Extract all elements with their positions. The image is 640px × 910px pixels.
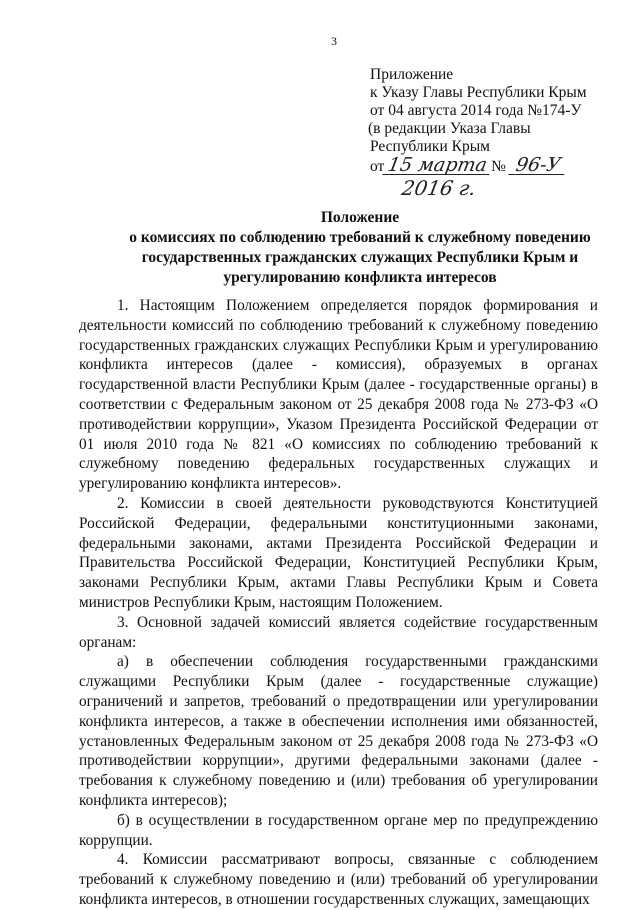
- amendment-reference: [370, 156, 587, 178]
- number-sign: №: [491, 158, 506, 175]
- paragraph-3: 3. Основной задачей комиссий является содействие государственным органам:: [79, 613, 598, 651]
- title-line: Положение: [320, 209, 400, 226]
- title-line: о комиссиях по соблюдению требований к служебному поведению: [129, 229, 591, 246]
- paragraph-2: 2. Комиссии в своей деятельности руководствуются Конституцией Российской Федерации, федеральными конституционными законами, федеральными законами, актами Президента Российской Федерации и Правительства Российской Федерации, Конституцией Республики Крым, законами Республики Крым, актами Главы Республики Крым и Совета министров Республики Крым, настоящим Положением.: [79, 494, 598, 611]
- paragraph-4: 4. Комиссии рассматривают вопросы, связанные с соблюдением требований к служебному поведению и (или) требований об урегулировании конфликта интересов, в отношении государственных служащих, замещающих: [79, 851, 598, 908]
- appendix-line: (в редакции Указа Главы: [368, 120, 531, 137]
- handwritten-date: 15 марта: [383, 156, 493, 175]
- appendix-line: от 04 августа 2014 года №174-У: [370, 102, 582, 119]
- handwritten-year: 2016 г.: [399, 176, 478, 200]
- document-title: [80, 208, 640, 288]
- appendix-header: [370, 66, 587, 178]
- appendix-line: к Указу Главы Республики Крым: [370, 84, 587, 101]
- paragraph-1: 1. Настоящим Положением определяется порядок формирования и деятельности комиссий по соблюдению требований к служебному поведению государственных гражданских служащих Республики Крым и урегулированию конфликта интересов (далее - комиссия), образуемых в органах государственной власти Республики Крым (далее - государственные органы) в соответствии с Федеральным законом от 25 декабря 2008 года № 273-ФЗ «О противодействии коррупции», Указом Президента Российской Федерации от 01 июля 2010 года № 821 «О комиссиях по соблюдению требований к служебному поведению федеральных государственных служащих и урегулированию конфликта интересов».: [79, 297, 598, 493]
- title-line: урегулированию конфликта интересов: [223, 269, 497, 286]
- appendix-line: Приложение: [370, 66, 454, 83]
- page-number: 3: [331, 34, 337, 48]
- document-body: [79, 296, 598, 910]
- appendix-line: Республики Крым: [370, 138, 490, 155]
- amendment-prefix: от: [370, 158, 385, 175]
- paragraph-3a: а) в обеспечении соблюдения государственными гражданскими служащими Республики Крым (далее - государственные служащие) ограничений и запретов, требований о предотвращении или урегулировании конфликта интересов, а также в обеспечении исполнения ими обязанностей, установленных Федеральным законом от 25 декабря 2008 года № 273-ФЗ «О противодействии коррупции», другими федеральными законами (далее - требования к служебному поведению и (или) требования об урегулировании конфликта интересов);: [79, 653, 598, 809]
- title-line: государственных гражданских служащих Республики Крым и: [141, 249, 579, 266]
- handwritten-number: 96-У: [508, 156, 568, 175]
- paragraph-3b: б) в осуществлении в государственном органе мер по предупреждению коррупции.: [79, 811, 598, 849]
